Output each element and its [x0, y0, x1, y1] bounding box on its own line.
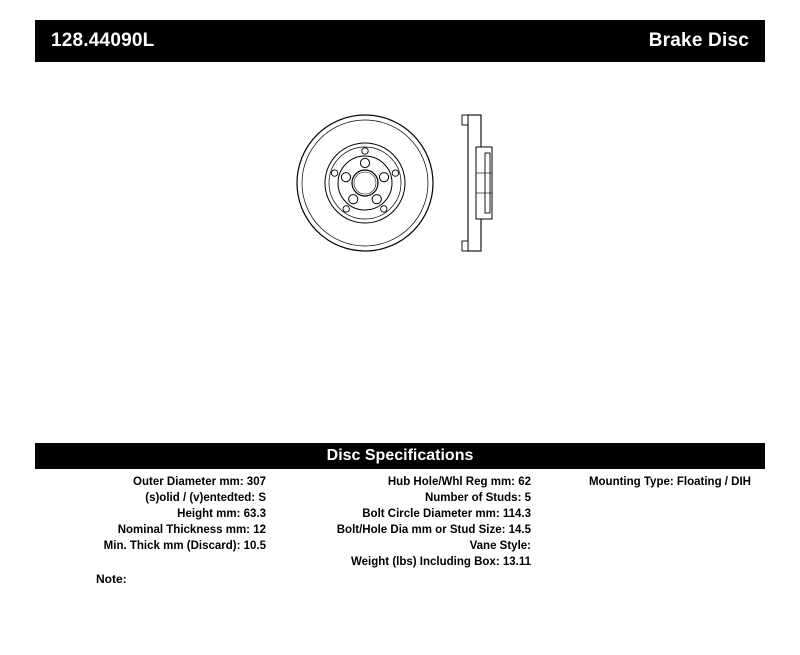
spec-columns [35, 474, 765, 570]
spec-row: Nominal Thickness mm: 12 [117, 524, 266, 536]
spec-section-title: Disc Specifications [35, 443, 765, 469]
spec-column-left [35, 474, 270, 570]
spec-row: Hub Hole/Whl Reg mm: 62 [387, 476, 531, 488]
spec-row: Bolt/Hole Dia mm or Stud Size: 14.5 [336, 524, 531, 536]
part-number: 128.44090L [51, 30, 155, 51]
header-bar [35, 20, 765, 62]
spec-row: Weight (lbs) Including Box: 13.11 [351, 556, 531, 568]
spec-column-middle [270, 474, 535, 570]
spec-row: Bolt Circle Diameter mm: 114.3 [362, 508, 531, 520]
spec-row: Outer Diameter mm: 307 [133, 476, 266, 488]
spec-row: Number of Studs: 5 [424, 492, 531, 504]
spec-row: Mounting Type: Floating / DIH [588, 476, 751, 488]
note-label: Note: [96, 572, 127, 586]
spec-row: Min. Thick mm (Discard): 10.5 [103, 540, 266, 552]
page-title: Brake Disc [648, 30, 749, 51]
spec-row: Height mm: 63.3 [177, 508, 266, 520]
brake-disc-drawing [280, 95, 540, 295]
spec-row: Vane Style: [469, 540, 531, 552]
spec-row: (s)olid / (v)entedted: S [145, 492, 266, 504]
spec-column-right [535, 474, 765, 570]
